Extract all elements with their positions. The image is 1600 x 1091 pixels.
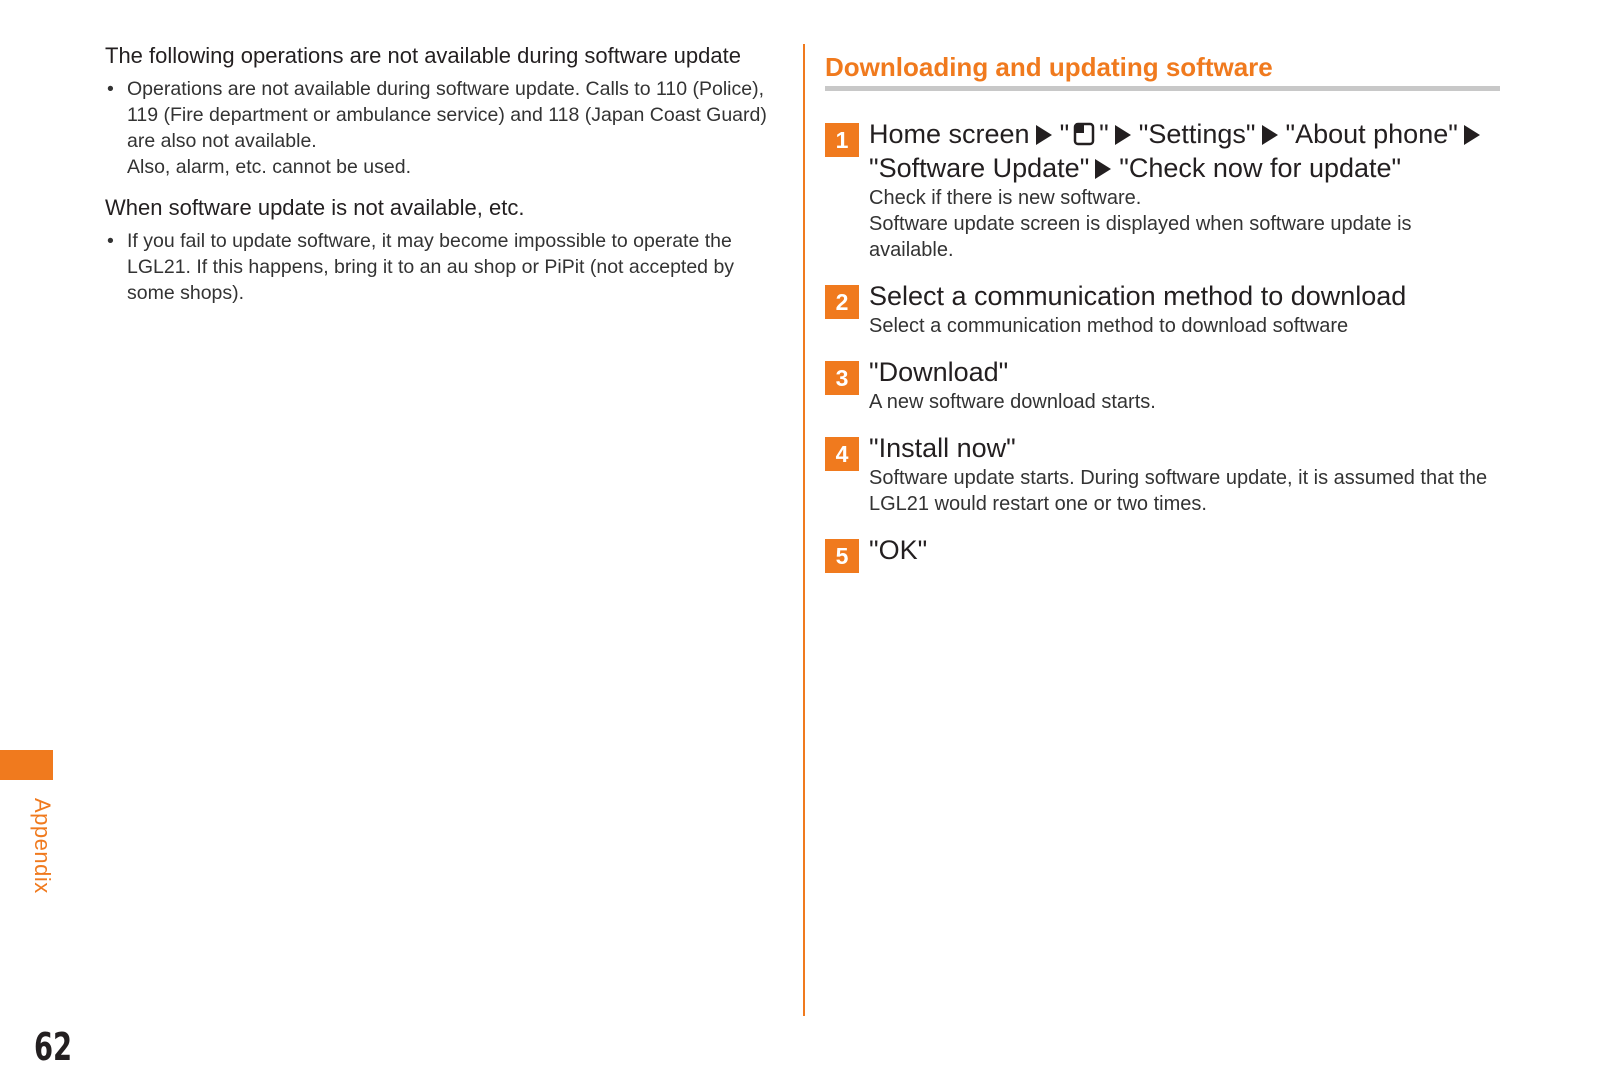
- step-title: Select a communication method to download: [869, 281, 1407, 311]
- bullet-text: Also, alarm, etc. cannot be used.: [127, 156, 411, 178]
- step-2: [825, 279, 1500, 339]
- bullet-text: If you fail to update software, it may become impossible to operate the LGL21. If this happens, bring it to an au shop or PiPit (not accepted by some shops).: [127, 230, 735, 304]
- app-menu-icon: [1073, 122, 1095, 146]
- step-title: "Download": [869, 357, 1009, 387]
- step-title: "OK": [869, 535, 928, 565]
- left-column: [105, 42, 785, 306]
- bullet-item: [105, 76, 785, 180]
- step-title: [869, 117, 1500, 185]
- triangle-right-icon: [1036, 125, 1052, 145]
- unavailable-operations-heading: The following operations are not available during software update: [105, 43, 741, 68]
- update-not-available-heading: When software update is not available, etc.: [105, 195, 525, 220]
- triangle-right-icon: [1262, 125, 1278, 145]
- step-title: "Install now": [869, 433, 1016, 463]
- triangle-right-icon: [1464, 125, 1480, 145]
- step-text: ": [1059, 119, 1070, 149]
- step-text: "Software Update": [869, 153, 1090, 183]
- step-desc-line: A new software download starts.: [869, 391, 1156, 413]
- step-3: [825, 355, 1500, 415]
- step-1: [825, 117, 1500, 263]
- step-description: [869, 389, 1500, 415]
- step-text: Home screen: [869, 119, 1030, 149]
- step-desc-line: Select a communication method to download software: [869, 315, 1349, 337]
- step-number-badge: 3: [825, 361, 859, 395]
- bullet-symbol: •: [107, 230, 114, 252]
- step-text: ": [1099, 119, 1109, 149]
- step-description: [869, 465, 1500, 517]
- triangle-right-icon: [1095, 159, 1111, 179]
- step-desc-line: Check if there is new software.: [869, 187, 1142, 209]
- step-desc-line: Software update screen is displayed when software update is available.: [869, 213, 1412, 261]
- step-number-badge: 4: [825, 437, 859, 471]
- step-5: [825, 533, 1500, 567]
- chapter-tab: [0, 750, 53, 780]
- page-number: 62: [34, 1025, 73, 1069]
- step-number-badge: 5: [825, 539, 859, 573]
- section-title: Downloading and updating software: [825, 50, 1500, 91]
- step-number-badge: 1: [825, 123, 859, 157]
- chapter-label: Appendix: [30, 798, 55, 894]
- bullet-symbol: •: [107, 78, 114, 100]
- right-column: [825, 50, 1500, 567]
- step-number-badge: 2: [825, 285, 859, 319]
- bullet-item: [105, 228, 785, 306]
- step-text: "Settings": [1138, 119, 1256, 149]
- step-4: [825, 431, 1500, 517]
- column-divider: [803, 44, 805, 1016]
- step-text: "Check now for update": [1119, 153, 1402, 183]
- step-text: "About phone": [1285, 119, 1458, 149]
- step-description: [869, 313, 1500, 339]
- step-desc-line: Software update starts. During software update, it is assumed that the LGL21 would restart one or two times.: [869, 467, 1488, 515]
- triangle-right-icon: [1115, 125, 1131, 145]
- bullet-text: Operations are not available during software update. Calls to 110 (Police), 119 (Fire department or ambulance service) and 118 (Japan Coast Guard) are also not available.: [127, 78, 767, 152]
- step-description: [869, 185, 1500, 263]
